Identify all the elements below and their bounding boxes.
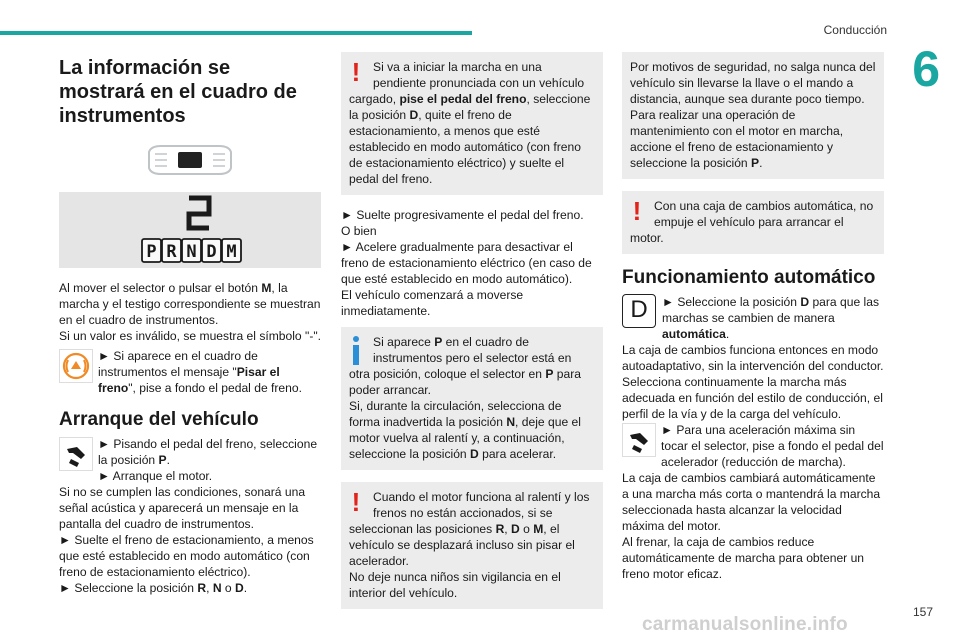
gear-selector-icon [145, 142, 235, 178]
paragraph-selects-gear: Selecciona continuamente la marcha más adecuada en función del estilo de conducción, el perfil de la vía y de la carga del vehículo. [622, 375, 883, 421]
warning-exclamation-icon: ! [351, 57, 361, 87]
warning-box-push-start: ! Con una caja de cambios automática, no empuje el vehículo para arrancar el motor. [622, 191, 884, 254]
warning-exclamation-icon: ! [351, 487, 361, 517]
paragraph-invalid-value: Si un valor es inválido, se muestra el símbolo "-". [59, 329, 321, 343]
column-3 [622, 52, 884, 582]
paragraph-downshift: La caja de cambios cambiará automáticamente a una marcha más corta o mantendrá la marcha seleccionada hasta alcanzar la velocidad máxima del motor. [622, 471, 881, 533]
chapter-number: 6 [912, 41, 940, 97]
info-box-p-position: Si aparece P en el cuadro de instrumentos pero el selector está en otra posición, coloque el selector en P para poder arrancar. Si, durante la circulación, selecciona de forma inadvertida la posición N, deje que el motor vuelva al ralentí y, a continuación, seleccione la posición D para acelerar. [341, 327, 603, 470]
info-neutral-paragraph: Si, durante la circulación, selecciona de forma inadvertida la posición N, deje que el motor vuelva al ralentí y, a continuación, seleccione la posición D para acelerar. [349, 399, 581, 461]
paragraph-accelerate: ► Acelere gradualmente para desactivar el freno de estacionamiento eléctrico (en caso de que esté establecido en modo automático). [341, 240, 592, 286]
warning-exclamation-icon: ! [632, 196, 642, 226]
section-title: Conducción [823, 23, 887, 37]
heading-vehicle-start: Arranque del vehículo [59, 409, 259, 430]
paragraph-vehicle-moves: El vehículo comenzará a moverse inmediatamente. [341, 288, 524, 318]
info-icon [349, 334, 363, 366]
gear-letter-p: P [146, 242, 157, 262]
paragraph-conditions: Si no se cumplen las condiciones, sonará una señal acústica y aparecerá un mensaje en la pantalla del cuadro de instrumentos. [59, 485, 306, 531]
paragraph-autoadaptive: La caja de cambios funciona entonces en modo autoadaptativo, sin la intervención del conductor. [622, 343, 884, 373]
watermark: carmanualsonline.info [642, 614, 848, 635]
gear-letter-n: N [186, 242, 197, 262]
gear-letter-m: M [226, 242, 237, 262]
safety-text-2: Para realizar una operación de mantenimiento con el motor en marcha, accione el freno de estacionamiento y seleccione la posición P. [630, 108, 844, 170]
brake-warning-icon [59, 349, 93, 383]
heading-instrument-info: La información se mostrará en el cuadro de instrumentos [59, 57, 297, 127]
gear-indicator-graphic [59, 192, 321, 268]
page-number: 157 [912, 605, 933, 619]
safety-text-1: Por motivos de seguridad, no salga nunca del vehículo sin llevarse la llave o el mando a distancia, aunque sea durante poco tiempo. [630, 60, 876, 106]
paragraph-start-engine: ► Arranque el motor. [98, 469, 213, 483]
instrument-cluster-display [59, 192, 321, 268]
paragraph-select-position: ► Seleccione la posición R, N o D. [59, 581, 248, 595]
paragraph-engine-brake: Al frenar, la caja de cambios reduce automáticamente de marcha para obtener un freno motor eficaz. [622, 535, 865, 581]
start-step-paragraph: ► Pisando el pedal del freno, seleccione la posición P. [59, 436, 321, 468]
select-d-paragraph: D ► Seleccione la posición D para que las marchas se cambien de manera automática. [622, 294, 884, 342]
paragraph-release-pedal: ► Suelte progresivamente el pedal del freno. [341, 208, 584, 222]
gear-letter-d: D [206, 242, 217, 262]
header-accent-bar [0, 31, 472, 35]
current-gear-digit: 2 [198, 231, 200, 232]
column-2 [341, 52, 603, 609]
paragraph-or: O bien [341, 224, 377, 238]
max-acceleration-paragraph: ► Para una aceleración máxima sin tocar el selector, pise a fondo el pedal del acelerador (reducción de marcha). [622, 422, 884, 470]
foot-pedal-icon [622, 423, 656, 457]
warning-box-slope: ! Si va a iniciar la marcha en una pendiente pronunciada con un vehículo cargado, pise el pedal del freno, seleccione la posición D, quite el freno de estacionamiento, a menos que esté establecido en modo automático (con freno de estacionamiento eléctrico) y suelte el pedal del freno. [341, 52, 603, 195]
brake-warning-paragraph: ► Si aparece en el cuadro de instrumentos el mensaje "Pisar el freno", pise a fondo el pedal de freno. [59, 348, 321, 396]
foot-pedal-icon [59, 437, 93, 471]
warning-box-idle: ! Cuando el motor funciona al ralentí y los frenos no están accionados, si se seleccionan las posiciones R, D o M, el vehículo se desplazará incluso sin pisar el acelerador. No deje nunca niños sin vigilancia en el interior del vehículo. [341, 482, 603, 609]
column-1 [59, 52, 321, 596]
gear-letter-r: R [166, 242, 177, 262]
d-position-icon: D [622, 294, 656, 328]
heading-automatic-operation: Funcionamiento automático [622, 267, 876, 288]
paragraph-selector-info: Al mover el selector o pulsar el botón M, la marcha y el testigo correspondiente se muestran en el cuadro de instrumentos. [59, 281, 321, 327]
safety-box [622, 52, 884, 179]
warning-children-text: No deje nunca niños sin vigilancia en el interior del vehículo. [349, 570, 561, 600]
paragraph-release-brake: ► Suelte el freno de estacionamiento, a menos que esté establecido en modo automático (con freno de estacionamiento eléctrico). [59, 533, 314, 579]
